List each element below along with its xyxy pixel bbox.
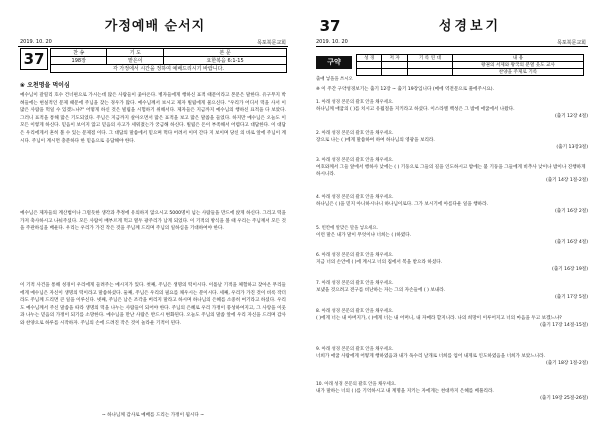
question-item [316,226,588,246]
page-title: 가정예배 순서지 [104,19,206,34]
table-header: 기 도 [107,49,164,57]
table-cell [357,69,382,76]
question-item [316,131,588,151]
book-info-table [356,54,584,76]
table-header: 저 자 [382,55,407,62]
question-text: 장으로 나는 ( )에게 말씀하여 하여 하나님의 영광을 보리라. [316,137,435,143]
date: 2019. 10. 20 [20,39,52,45]
question-ref: (출기 16장 2절) [554,208,588,214]
question-text: 여호와께서 그들 앞에서 행하사 낮에는 ( ) 기둥으로 그들의 길을 인도하시고 밤에는 불 기둥을 그들에게 비추사 낮이나 밤이나 진행하게 하시니라. [316,164,586,177]
question-ref: (출기 16장 4절) [554,239,588,245]
question-item [316,281,588,301]
church-name: 목포북문교회 [257,40,286,46]
question-ref: (출기 12장 4절) [554,113,588,119]
table-row [357,69,584,76]
section-title: ❀ 오천명을 먹이심 [20,82,70,89]
question-item [316,347,588,367]
question-stem: 8. 아래 성경 본문의 괄호 안을 채우세요. [316,309,394,314]
table-row [51,49,287,57]
question-stem: 5. 빈칸에 알맞은 말을 넣으세요. [316,226,379,231]
table-cell [382,69,407,76]
question-text: 내가 말하는 너의 ( )를 기억하시고 내 계명을 지키는 자에게는 천대까지 은혜를 베풀리라. [316,388,494,394]
divider [18,46,288,47]
table-cell: 요한복음 6:1-15 [164,57,287,65]
table-cell: 198장 [51,57,107,65]
page-title: 성경보기 [438,19,502,34]
question-text: 너희가 애굽 사람에게 어떻게 행하였음과 내가 독수리 날개로 너희를 업어 내게로 인도하였음을 너희가 보았느니라. [316,353,546,359]
table-cell [382,62,407,69]
question-ref: (출기 16장 19절) [552,266,588,272]
question-stem: 10. 아래 성경 본문의 괄호 안을 채우세요. [316,382,397,387]
question-item [316,158,588,185]
question-stem: 9. 아래 성경 본문의 괄호 안을 채우세요. [316,347,394,352]
question-stem: 1. 아래 성경 본문의 괄호 안을 채우세요. [316,100,394,105]
question-stem: 2. 아래 성경 본문의 괄호 안을 채우세요. [316,131,394,136]
issue-number: 37 [319,17,341,35]
table-header: 내 용 [453,55,584,62]
table-note: 각 가정에서 시간을 정하여 예배드리시기 바랍니다. [51,65,287,73]
table-cell [407,62,452,69]
question-stem: 6. 아래 성경 본문의 괄호 안을 채우세요. [316,253,394,258]
question-ref: (출기 14장 1절-2절) [545,178,588,184]
table-header: 기 록 연 대 [407,55,452,62]
question-ref: (출기 17장 14절-15절) [540,322,588,328]
church-name: 목포북문교회 [557,40,586,46]
date: 2019. 10. 20 [316,39,348,45]
sermon-paragraph: 예수님은 제자들의 계산법이나 그럴듯한 생각과 추정에 유의하지 않으시고 5000명이 넘는 사람들을 만드에 앉게 하신다. 그리고 떡을 가져 축사하시고 나눠주셨다. 모든 사람이 배부르게 먹고 열두 광주리가 남게 되었다. 이 기적의 방식을 볼 때 우리는 주님께서 모든 것을 주관하심을 배운다. 우리는 우리가 가진 작은 것을 주님께 드리며 주님의 일하심을 기대하여야 한다. [20,211,286,232]
question-ref: (출기 18장 1절-2절) [545,360,588,366]
table-row [357,62,584,69]
table-row [51,57,287,65]
question-item [316,382,588,402]
question-item [316,309,588,329]
question-item [316,253,588,273]
question-text: 하나님께 애굽의 ( )를 치시고 유월절을 지키라고 하셨다. 이스라엘 백성은 그 밤에 애굽에서 나왔다. [316,106,515,112]
question-text: ( )에게 너는 내 아버지가, ( )에게 너는 내 어머니, 내 자매라 할지니라. 나의 희망이 이루어지고 너의 마음을 두고 보겠느냐? [316,315,562,321]
question-text: 지금 너의 손안에 ( )에 계시고 너의 집에서 복을 받으라 하셨다. [316,259,443,265]
table-header: 본 문 [164,49,287,57]
table-row [357,55,584,62]
instruction: 출애 넣을을 쓰시오 [316,77,353,82]
order-table [50,48,287,73]
table-cell: 왕권의 서제와 왕국의 분열 웃도 교사 [453,62,584,69]
question-stem: 3. 아래 성경 본문의 괄호 안을 채우세요. [316,158,394,163]
table-cell: 맡은이 [107,57,164,65]
question-stem: 7. 아래 성경 본문의 괄호 안을 채우세요. [316,281,394,286]
question-ref: (출기 13장3절) [556,144,588,150]
question-stem: 4. 아래 성경 본문의 괄호 안을 채우세요. [316,195,394,200]
question-ref: (출기 19장 25절-26절) [540,395,588,401]
section-label: 구약 [316,56,352,69]
footer-text: ~ 하나님께 감사로 예배를 드리는 가정이 됩시다 ~ [101,413,205,418]
table-cell [357,62,382,69]
divider [316,46,588,47]
table-cell [407,69,452,76]
table-header: 찬 송 [51,49,107,57]
question-item [316,195,588,215]
sermon-paragraph: 이 기적 사건을 통해 성경이 우리에게 들려주는 메시지가 있다. 첫째, 주님은 생명의 떡이시다. 이틀날 기적을 체험하고 찾아온 무리들에게 예수님은 자신이 생명의 떡이라고 말씀하셨다. 둘째, 주님은 우리의 필요를 채우시는 분이시다. 세째, 우리가 가진 것이 비록 작더라도 주님께 드리면 큰 일을 이루신다. 넷째, 주님은 남은 조각을 버리지 말라고 하시며 하나님의 은혜를 소중히 여기라고 하셨다. 우리도 예수님께서 주신 말씀을 따라 생명의 떡을 나누는 사람들이 되어야 한다. 주님의 은혜로 우리 가정이 풍성하여지고, 그 사랑을 이웃과 나누는 믿음의 가정이 되기를 소망한다. 예수님을 만난 사람은 반드시 변화된다. 오늘도 주님의 말씀 앞에 우리 자신을 드리며 감사와 찬양으로 하루를 시작하자. 주님의 손에 드려진 작은 것이 놀라운 기적이 된다. [20,283,286,326]
table-header: 성 경 [357,55,382,62]
question-item [316,100,588,120]
issue-number: 37 [20,48,48,70]
bible-study-page [302,0,600,424]
question-ref: (출기 17장 5절) [554,294,588,300]
question-text: 보냈을 것으려고 전구를 비난하는 자는 그의 자손들에 ( ) 보내라. [316,287,446,293]
table-row [51,65,287,73]
question-text: 하나님은 ( )을 믿지 아니하시나니 하나님이로다. 그가 보시기에 아름다운 일을 행하라. [316,201,488,207]
sermon-paragraph: 예수님이 갈릴리 호수 건너편으로 가시는데 많은 사람들이 좇아온다. 병자들에게 행하신 표적 때문이라고 본문은 말한다. 유구무지 박혀들에는 현실적인 문제 때문에 주님을 찾는 경우가 많다. 예수님께서 보시고 제자 빌립에게 물으신다. "우리가 어디서 떡을 사서 이 많은 사람을 먹일 수 있겠느냐?" 어떻게 하신 것은 빌립을 시험하기 위해서다. 제자들은 지금까지 예수님의 행하신 표적을 다 보았다. 그러니 표적을 통해 많은 기도되었다. 주님은 지금까지 살아오면서 많은 표적을 보고 많은 말씀을 들었다. 하지만 예수님은 오늘도 이 모든 이렇게 하신다. 믿음이 보이지 않고 믿음의 사고가 세워졌는가 궁금해 하신다. 빌립은 돈이 부족해서 어렵다고 대답한다. 이 대답은 우리에게서 흔히 볼 수 있는 문제점 이다. 그 대답의 말씀에서 믿으며 먹다 어려서 이미 간다 지 보이며 당신 의 바로 앞에 주님이 계시다. 주님이 계시면 충분하다 한 믿음으로 응답해야 한다. [20,93,286,144]
intro-text: ※ 이 주간 구약성경보기는 출기 12장 ~ 출기 19장입니다 (매에 역전문으로 풀에주시요). [316,87,495,92]
question-text: 이런 말은 내가 말이 무엇이냐 너희는 ( )하였다. [316,232,412,238]
table-cell: 찬양을 주제로 기록 [453,69,584,76]
